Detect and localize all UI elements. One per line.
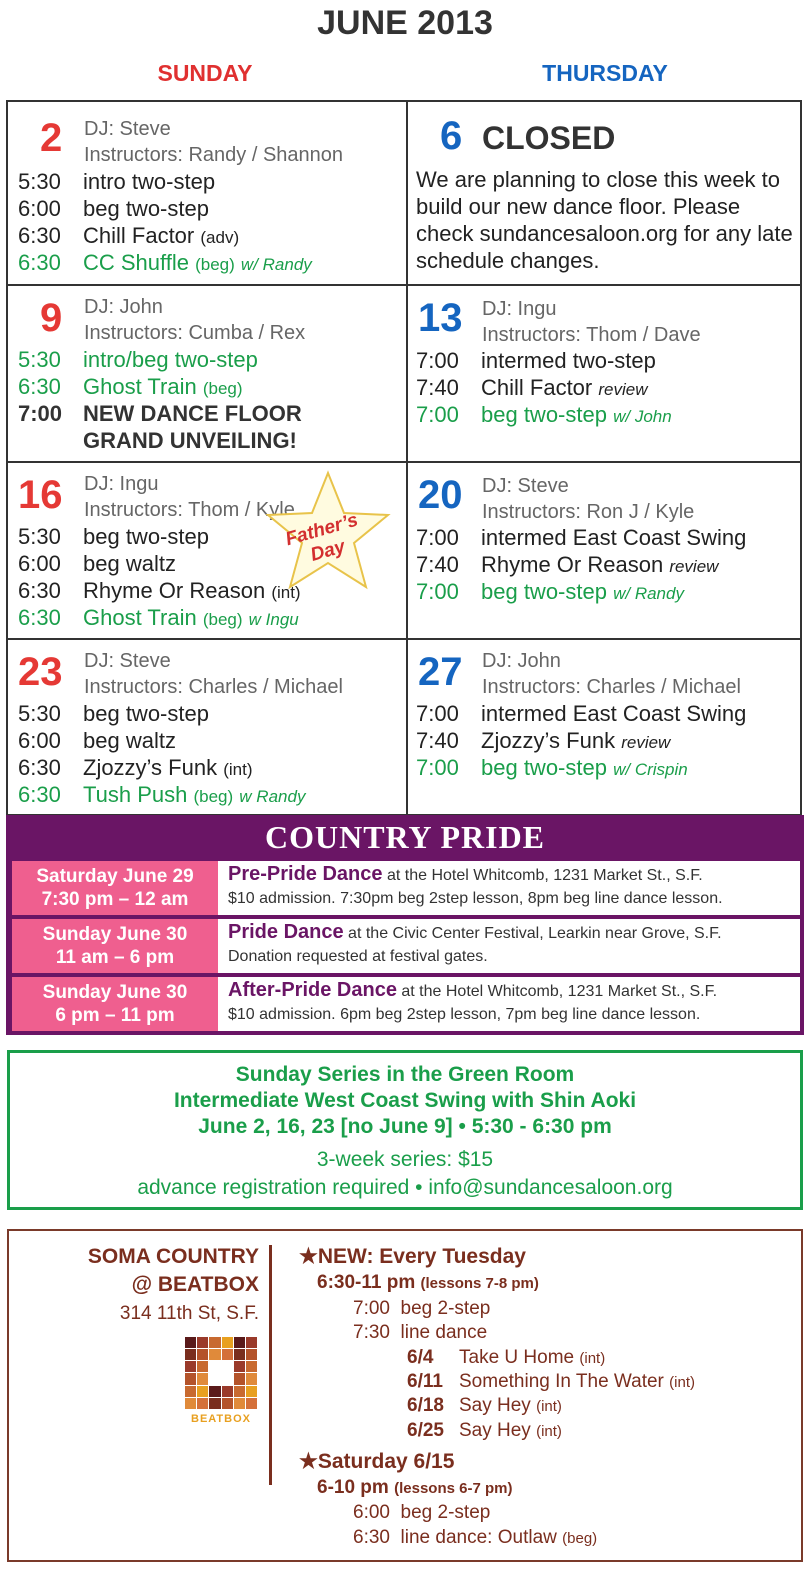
soma-venue [59, 1243, 259, 1329]
schedule-row: 6:30 Tush Push (beg) w Randy [18, 782, 306, 807]
logo-tile [222, 1386, 233, 1397]
schedule-row: 7:00 beg two-step w/ Randy [416, 579, 684, 604]
pride-event [12, 919, 800, 973]
lesson-row: 6:30 line dance: Outlaw (beg) [353, 1527, 598, 1548]
page-title: JUNE 2013 [317, 4, 493, 42]
soma-country-box [7, 1229, 803, 1562]
schedule-row: 6:30 Ghost Train (beg) [18, 374, 243, 399]
cell-thursday-13 [408, 286, 800, 461]
instructors-label: Instructors: Charles / Michael [84, 676, 343, 698]
instructors-label: Instructors: Randy / Shannon [84, 144, 344, 166]
schedule-row: 7:00 intermed two-step [416, 348, 656, 373]
logo-tile [246, 1386, 257, 1397]
dj-label: DJ: Steve [84, 650, 171, 672]
logo-tile [197, 1373, 208, 1384]
beatbox-logo-text: BEATBOX [191, 1413, 251, 1425]
cell-sunday-23 [8, 640, 406, 814]
day-number: 27 [418, 650, 463, 694]
schedule-row: 6:30 Ghost Train (beg) w Ingu [18, 605, 299, 630]
schedule-row: 5:30 beg two-step [18, 524, 209, 549]
tuesday-hours: 6:30-11 pm (lessons 7-8 pm) [317, 1272, 539, 1293]
logo-tile [209, 1361, 220, 1372]
logo-tile [185, 1398, 196, 1409]
logo-tile [209, 1373, 220, 1384]
instructors-label: Instructors: Cumba / Rex [84, 322, 306, 344]
lesson-row: 7:30 line dance [353, 1322, 488, 1343]
thursday-header: THURSDAY [542, 60, 668, 86]
pride-event [12, 861, 800, 915]
calendar-grid [6, 100, 802, 816]
line-dance-row: 6/4 Take U Home (int) [407, 1347, 606, 1368]
schedule-row: 5:30 intro/beg two-step [18, 347, 258, 372]
schedule-row: 6:30 Rhyme Or Reason (int) [18, 578, 301, 603]
venue-address: 314 11th St, S.F. [119, 1303, 259, 1324]
dj-label: DJ: John [84, 296, 163, 318]
pride-event-description: Pride Dance at the Civic Center Festival, Learkin near Grove, S.F. Donation requested at festival gates. [228, 921, 722, 965]
logo-tile [234, 1337, 245, 1348]
pride-event-date: Saturday June 29 7:30 pm – 12 am [12, 861, 218, 915]
logo-tile [209, 1386, 220, 1397]
dj-label: DJ: John [482, 650, 561, 672]
closed-notice: We are planning to close this week to build our new dance floor. Please check sundancesaloon.org for any late schedule changes. [416, 167, 793, 273]
schedule-row: 7:00 beg two-step w/ Crispin [416, 755, 688, 780]
schedule-row: 7:00 beg two-step w/ John [416, 402, 672, 427]
dj-label: DJ: Steve [84, 118, 171, 140]
day-number: 2 [40, 116, 63, 160]
series-dates: June 2, 16, 23 [no June 9] • 5:30 - 6:30 pm [198, 1115, 612, 1138]
logo-tile [197, 1349, 208, 1360]
schedule-row: 6:30 CC Shuffle (beg) w/ Randy [18, 250, 312, 275]
line-dance-row: 6/18 Say Hey (int) [407, 1395, 562, 1416]
dj-label: DJ: Ingu [84, 473, 159, 495]
series-title: Sunday Series in the Green Room [235, 1063, 575, 1086]
logo-tile [209, 1349, 220, 1360]
logo-tile [234, 1386, 245, 1397]
cell-sunday-9 [8, 286, 406, 461]
dj-label: DJ: Ingu [482, 298, 557, 320]
cell-sunday-2 [8, 102, 406, 284]
country-pride-section [6, 815, 804, 1035]
logo-tile [246, 1337, 257, 1348]
day-number: 13 [418, 296, 463, 340]
schedule-row: 6:30 Zjozzy’s Funk (int) [18, 755, 253, 780]
logo-tile [185, 1386, 196, 1397]
logo-tile [197, 1337, 208, 1348]
series-registration: advance registration required • info@sundancesaloon.org [137, 1176, 673, 1199]
logo-tile [185, 1337, 196, 1348]
schedule-row: 6:00 beg waltz [18, 728, 176, 753]
saturday-heading: ★Saturday 6/15 [299, 1450, 455, 1473]
logo-tile [246, 1373, 257, 1384]
pride-event [12, 977, 800, 1031]
venue-name: SOMA COUNTRY [87, 1245, 259, 1268]
schedule-row: 7:40 Chill Factor review [416, 375, 648, 400]
pride-event-date: Sunday June 30 6 pm – 11 pm [12, 977, 218, 1031]
logo-tile [234, 1349, 245, 1360]
pride-event-description: Pre-Pride Dance at the Hotel Whitcomb, 1231 Market St., S.F. $10 admission. 7:30pm beg 2step lesson, 8pm beg line dance lesson. [228, 863, 723, 907]
lesson-row: 6:00 beg 2-step [353, 1502, 491, 1523]
logo-tile [246, 1349, 257, 1360]
series-subtitle: Intermediate West Coast Swing with Shin Aoki [173, 1089, 637, 1112]
day-number: 6 [440, 114, 463, 158]
logo-tile [222, 1349, 233, 1360]
logo-tile [209, 1398, 220, 1409]
fathers-day-label: Father’s Day [283, 509, 361, 566]
series-price: 3-week series: $15 [316, 1148, 494, 1171]
beatbox-logo-icon [185, 1337, 257, 1409]
logo-tile [222, 1373, 233, 1384]
schedule-row: 7:00 intermed East Coast Swing [416, 701, 747, 726]
schedule-row: 7:40 Rhyme Or Reason review [416, 552, 719, 577]
logo-tile [185, 1349, 196, 1360]
pride-event-date: Sunday June 30 11 am – 6 pm [12, 919, 218, 973]
cell-thursday-27 [408, 640, 800, 814]
schedule-row: 7:40 Zjozzy’s Funk review [416, 728, 671, 753]
instructors-label: Instructors: Thom / Dave [482, 324, 701, 346]
schedule-row: 6:00 beg waltz [18, 551, 176, 576]
schedule-row: 6:00 beg two-step [18, 196, 209, 221]
star-icon: ★ [299, 1450, 318, 1473]
sunday-series-box [7, 1050, 803, 1210]
saturday-hours: 6-10 pm (lessons 6-7 pm) [317, 1477, 513, 1498]
logo-tile [222, 1337, 233, 1348]
line-dance-row: 6/25 Say Hey (int) [407, 1420, 562, 1441]
cell-sunday-16 [8, 463, 406, 638]
dj-label: DJ: Steve [482, 475, 569, 497]
day-number: 23 [18, 650, 63, 694]
logo-tile [185, 1361, 196, 1372]
closed-label: CLOSED [482, 120, 616, 156]
logo-tile [234, 1373, 245, 1384]
logo-tile [185, 1373, 196, 1384]
instructors-label: Instructors: Charles / Michael [482, 676, 741, 698]
logo-tile [234, 1398, 245, 1409]
logo-tile [222, 1398, 233, 1409]
venue-name-2: @ BEATBOX [131, 1273, 259, 1296]
schedule-row: GRAND UNVEILING! [83, 428, 297, 453]
country-pride-title: COUNTRY PRIDE [264, 819, 546, 855]
logo-tile [246, 1361, 257, 1372]
pride-event-description: After-Pride Dance at the Hotel Whitcomb, 1231 Market St., S.F. $10 admission. 6pm beg 2step lesson, 7pm beg line dance lesson. [228, 979, 718, 1023]
logo-tile [197, 1386, 208, 1397]
sunday-header: SUNDAY [157, 60, 253, 86]
day-number: 20 [418, 473, 463, 517]
schedule-row: 5:30 intro two-step [18, 169, 216, 194]
logo-tile [209, 1337, 220, 1348]
instructors-label: Instructors: Ron J / Kyle [482, 501, 695, 523]
line-dance-row: 6/11 Something In The Water (int) [407, 1371, 696, 1392]
lesson-row: 7:00 beg 2-step [353, 1298, 491, 1319]
tuesday-heading: ★NEW: Every Tuesday [299, 1245, 526, 1268]
logo-tile [197, 1361, 208, 1372]
star-icon: ★ [299, 1245, 318, 1268]
schedule-row: 5:30 beg two-step [18, 701, 209, 726]
schedule-row: 6:30 Chill Factor (adv) [18, 223, 240, 248]
schedule-row: 7:00 NEW DANCE FLOOR [18, 401, 302, 426]
logo-tile [246, 1398, 257, 1409]
logo-tile [234, 1361, 245, 1372]
day-number: 9 [40, 296, 63, 340]
schedule-row: 7:00 intermed East Coast Swing [416, 525, 747, 550]
instructors-label: Instructors: Thom / Kyle [84, 499, 295, 521]
day-number: 16 [18, 473, 63, 517]
divider [269, 1245, 272, 1485]
logo-tile [197, 1398, 208, 1409]
cell-thursday-6 [408, 102, 800, 284]
logo-tile [222, 1361, 233, 1372]
cell-thursday-20 [408, 463, 800, 638]
